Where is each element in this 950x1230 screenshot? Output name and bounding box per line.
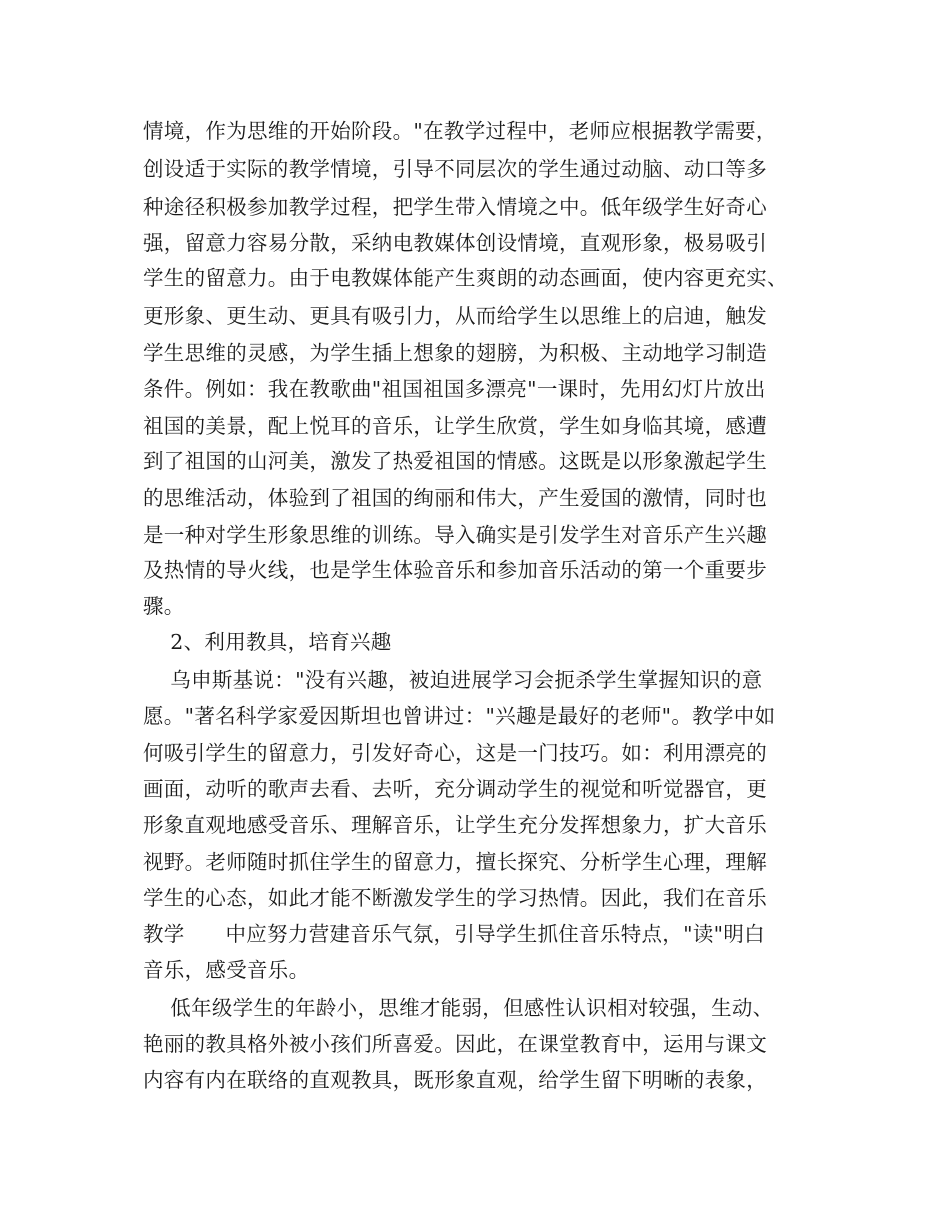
text-line: 更形象、更生动、更具有吸引力，从而给学生以思维上的启迪，触发 — [143, 304, 767, 328]
text-line: 种途径积极参加教学过程，把学生带入情境之中。低年级学生好奇心 — [143, 195, 767, 219]
text-line: 内容有内在联络的直观教具，既形象直观，给学生留下明晰的表象， — [143, 1068, 767, 1092]
text-line: 骤。 — [143, 594, 185, 618]
text-line: 何吸引学生的留意力，引发好奇心，这是一门技巧。如：利用漂亮的 — [143, 741, 767, 765]
text-line: 是一种对学生形象思维的训练。导入确实是引发学生对音乐产生兴趣 — [143, 523, 767, 547]
text-line: 学生思维的灵感，为学生插上想象的翅膀，为积极、主动地学习制造 — [143, 341, 767, 365]
section-heading: 2、利用教具，培育兴趣 — [143, 630, 392, 654]
text-line: 的思维活动，体验到了祖国的绚丽和伟大，产生爱国的激情，同时也 — [143, 486, 767, 510]
text-line: 情境，作为思维的开始阶段。"在教学过程中，老师应根据教学需要， — [143, 119, 777, 143]
text-line: 低年级学生的年龄小，思维才能弱，但感性认识相对较强，生动、 — [143, 996, 774, 1020]
text-line: 到了祖国的山河美，激发了热爱祖国的情感。这既是以形象激起学生 — [143, 449, 767, 473]
text-line: 祖国的美景，配上悦耳的音乐，让学生欣赏，学生如身临其境，感遭 — [143, 414, 767, 438]
text-line: 教学 中应努力营建音乐气氛，引导学生抓住音乐特点，"读"明白 — [143, 922, 765, 946]
text-line: 学生的心态，如此才能不断激发学生的学习热情。因此，我们在音乐 — [143, 886, 767, 910]
text-line: 强，留意力容易分散，采纳电教媒体创设情境，直观形象，极易吸引 — [143, 231, 767, 255]
text-line: 愿。"著名科学家爱因斯坦也曾讲过："兴趣是最好的老师"。教学中如 — [143, 704, 776, 728]
text-line: 画面，动听的歌声去看、去听，充分调动学生的视觉和听觉器官，更 — [143, 777, 767, 801]
text-line: 学生的留意力。由于电教媒体能产生爽朗的动态画面，使内容更充实、 — [143, 266, 788, 290]
text-line: 视野。老师随时抓住学生的留意力，擅长探究、分析学生心理，理解 — [143, 850, 767, 874]
text-line: 条件。例如：我在教歌曲"祖国祖国多漂亮"一课时，先用幻灯片放出 — [143, 377, 766, 401]
text-line: 艳丽的教具格外被小孩们所喜爱。因此，在课堂教育中，运用与课文 — [143, 1032, 767, 1056]
text-line: 乌申斯基说："没有兴趣，被迫进展学习会扼杀学生掌握知识的意 — [143, 668, 763, 692]
text-line: 创设适于实际的教学情境，引导不同层次的学生通过动脑、动口等多 — [143, 157, 767, 181]
text-line: 及热情的导火线，也是学生体验音乐和参加音乐活动的第一个重要步 — [143, 558, 767, 582]
text-line: 音乐，感受音乐。 — [143, 958, 310, 982]
text-line: 形象直观地感受音乐、理解音乐，让学生充分发挥想象力，扩大音乐 — [143, 813, 767, 837]
